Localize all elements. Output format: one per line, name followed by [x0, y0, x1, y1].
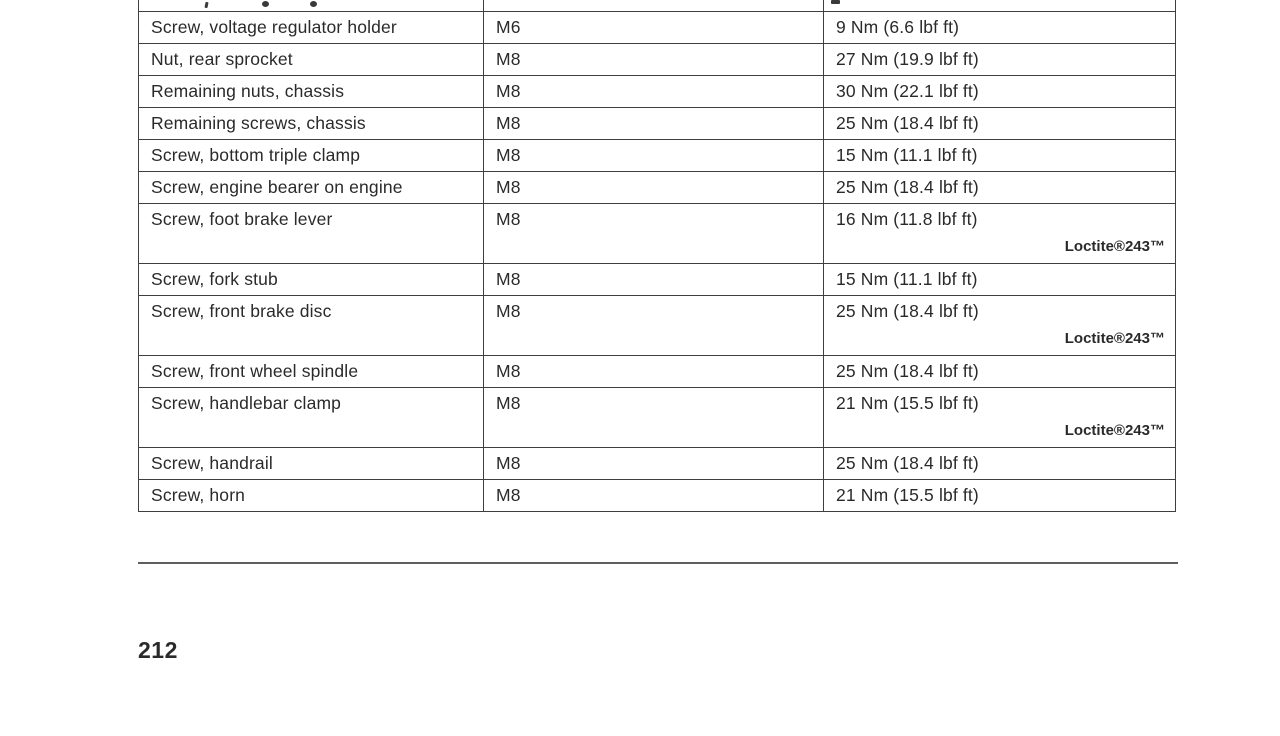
table-row — [139, 387, 1175, 447]
table-row — [139, 203, 1175, 263]
torque-value: 25 Nm (18.4 lbf ft) — [836, 453, 979, 473]
page-number: 212 — [138, 637, 178, 663]
table-row — [139, 107, 1175, 139]
cell-fastener: Screw, foot brake lever — [151, 209, 333, 229]
table-row-clipped — [139, 0, 1175, 11]
cell-thread-size: M8 — [483, 480, 823, 511]
table-row — [139, 447, 1175, 479]
cell-thread-size: M8 — [483, 204, 823, 263]
clipped-text-fragment — [262, 1, 269, 7]
torque-value: 25 Nm (18.4 lbf ft) — [836, 177, 979, 197]
cell-fastener: Screw, horn — [151, 485, 246, 505]
cell-torque — [823, 76, 1175, 107]
torque-value: 15 Nm (11.1 lbf ft) — [836, 145, 978, 165]
torque-value: 16 Nm (11.8 lbf ft) — [836, 209, 978, 229]
cell-thread-size: M8 — [483, 172, 823, 203]
loctite-note: Loctite®243™ — [1064, 330, 1165, 347]
cell-torque — [823, 388, 1175, 447]
torque-value: 15 Nm (11.1 lbf ft) — [836, 269, 978, 289]
cell-thread-size: M8 — [483, 108, 823, 139]
cell-torque — [823, 12, 1175, 43]
cell-fastener: Screw, front wheel spindle — [151, 361, 359, 381]
cell-torque — [823, 44, 1175, 75]
table-row — [139, 75, 1175, 107]
table-row — [139, 295, 1175, 355]
cell-torque — [823, 108, 1175, 139]
table-row — [139, 355, 1175, 387]
torque-value: 25 Nm (18.4 lbf ft) — [836, 301, 979, 321]
cell-fastener: Screw, handrail — [151, 453, 273, 473]
cell-torque — [823, 140, 1175, 171]
clipped-text-fragment — [831, 0, 840, 4]
table-row — [139, 479, 1175, 511]
cell-fastener: Screw, handlebar clamp — [151, 393, 342, 413]
torque-value: 21 Nm (15.5 lbf ft) — [836, 393, 979, 413]
cell-thread-size: M8 — [483, 296, 823, 355]
cell-torque — [823, 204, 1175, 263]
tightening-torque-table — [138, 0, 1176, 512]
torque-value: 21 Nm (15.5 lbf ft) — [836, 485, 979, 505]
cell-thread-size: M8 — [483, 140, 823, 171]
cell-fastener: Nut, rear sprocket — [151, 49, 293, 69]
cell-thread-size: M6 — [483, 12, 823, 43]
cell-torque — [823, 296, 1175, 355]
loctite-note: Loctite®243™ — [1064, 422, 1165, 439]
cell-torque — [823, 448, 1175, 479]
cell-torque — [823, 264, 1175, 295]
cell-thread-size: M8 — [483, 388, 823, 447]
cell-thread-size: M8 — [483, 356, 823, 387]
cell-fastener: Screw, engine bearer on engine — [151, 177, 403, 197]
cell-thread-size-clipped — [483, 0, 823, 11]
cell-fastener: Screw, front brake disc — [151, 301, 332, 321]
table-row — [139, 263, 1175, 295]
cell-fastener: Screw, fork stub — [151, 269, 278, 289]
cell-torque — [823, 172, 1175, 203]
cell-torque-clipped — [823, 0, 1175, 11]
clipped-text-fragment — [310, 1, 317, 7]
cell-fastener: Remaining nuts, chassis — [151, 81, 345, 101]
cell-thread-size: M8 — [483, 448, 823, 479]
cell-thread-size: M8 — [483, 76, 823, 107]
cell-fastener: Screw, voltage regulator holder — [151, 17, 397, 37]
footer-divider — [138, 562, 1178, 564]
cell-fastener: Screw, bottom triple clamp — [151, 145, 361, 165]
cell-torque — [823, 356, 1175, 387]
table-row — [139, 139, 1175, 171]
cell-torque — [823, 480, 1175, 511]
cell-thread-size: M8 — [483, 264, 823, 295]
torque-value: 25 Nm (18.4 lbf ft) — [836, 361, 979, 381]
torque-value: 27 Nm (19.9 lbf ft) — [836, 49, 979, 69]
cell-thread-size: M8 — [483, 44, 823, 75]
table-row — [139, 43, 1175, 75]
table-row — [139, 11, 1175, 43]
torque-value: 9 Nm (6.6 lbf ft) — [836, 17, 960, 37]
table-row — [139, 171, 1175, 203]
torque-value: 30 Nm (22.1 lbf ft) — [836, 81, 979, 101]
loctite-note: Loctite®243™ — [1064, 238, 1165, 255]
torque-value: 25 Nm (18.4 lbf ft) — [836, 113, 979, 133]
cell-fastener: Remaining screws, chassis — [151, 113, 366, 133]
